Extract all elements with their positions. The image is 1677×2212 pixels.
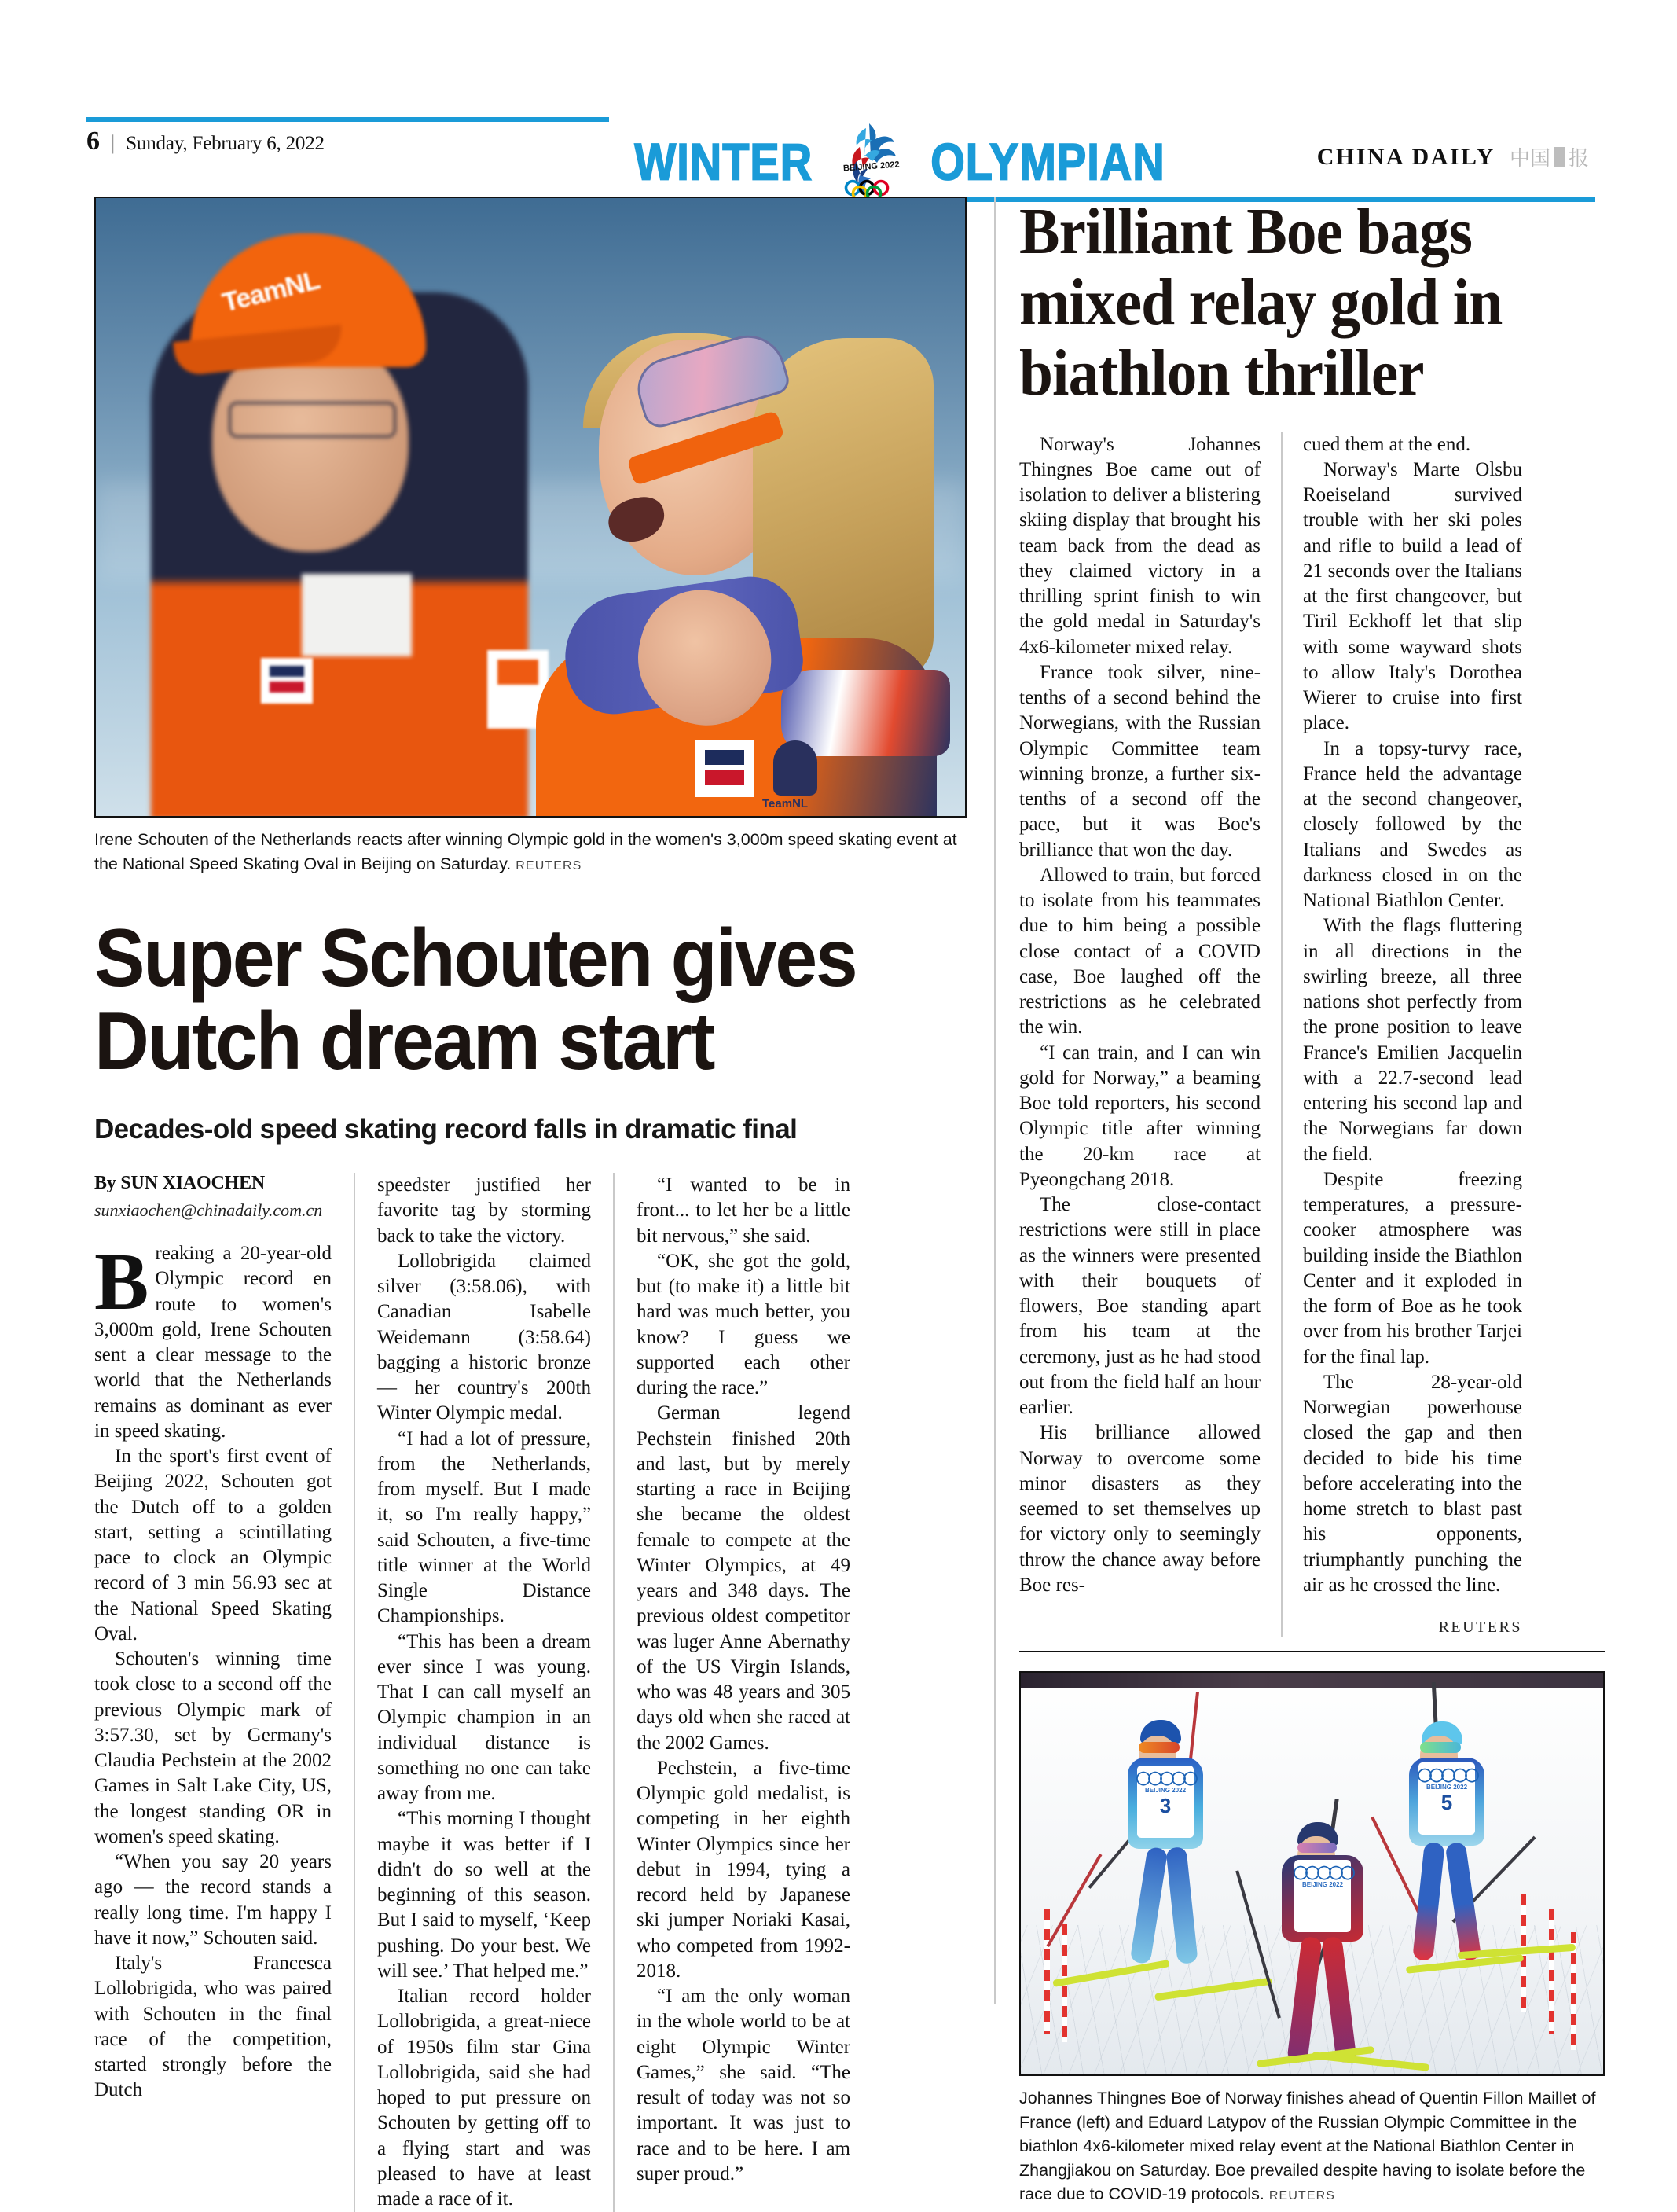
left-body-column-2 bbox=[354, 1173, 613, 2212]
byline bbox=[94, 1173, 332, 1221]
right-article bbox=[1019, 197, 1605, 2206]
paragraph: Breaking a 20-year-old Olympic record en route to women's 3,000m gold, Irene Schouten sent a clear message to the world that the Netherlands remains as dominant as ever in speed skating. bbox=[94, 1236, 332, 1442]
olympic-rings-icon: ◯◯◯◯◯ bbox=[1293, 1865, 1352, 1880]
speed-skating-photo bbox=[94, 197, 967, 818]
brand-word-olympian: OLYMPIAN bbox=[930, 131, 1165, 191]
chinese-block-glyph bbox=[1554, 147, 1565, 167]
paragraph: German legend Pechstein finished 20th and last, but by merely starting a race in Beijing she became the oldest female to compete at the Winter Olympics, at 49 years and 348 days. The previous oldest competitor was luger Anne Abernathy of the US Virgin Islands, who was 48 years and 305 days old when she raced at the 2002 Games. bbox=[637, 1402, 850, 1754]
paragraph: Norway's Marte Olsbu Roeiseland survived trouble with her ski poles and rifle to build a lead of 21 seconds over the Italians at the first changeover, but Tiril Eckhoff let that slip with some wayward shots to allow Italy's Dorothea Wierer to cruise into first place. bbox=[1303, 458, 1522, 734]
right-headline: Brilliant Boe bags mixed relay gold in biathlon thriller bbox=[1019, 195, 1503, 410]
bib-event-label: BEIJING 2022 bbox=[1301, 1881, 1344, 1889]
bib-number: 3 bbox=[1159, 1794, 1172, 1818]
right-body-column-2 bbox=[1281, 432, 1543, 1637]
paragraph: Lollobrigida claimed silver (3:58.06), with Canadian Isabelle Weidemann (3:58.64) bagging a historic bronze — her country's 200th Winter Olympic medal. bbox=[377, 1250, 591, 1424]
right-article-rule bbox=[1019, 1651, 1605, 1652]
paragraph: Schouten's winning time took close to a second off the previous Olympic mark of 3:57.30, set by Germany's Claudia Pechstein at the 2002 Games in Salt Lake City, US, the longest standing OR in women's speed skating. bbox=[94, 1648, 332, 1847]
olympic-rings-icon: ◯◯◯◯◯ bbox=[1417, 1767, 1477, 1783]
paragraph: Allowed to train, but forced to isolate from his teammates due to him being a possible close contact of a COVID case, Boe laughed off the restrictions as he celebrated the win. bbox=[1019, 864, 1261, 1038]
course-gate bbox=[1549, 1909, 1554, 2034]
right-body-columns bbox=[1019, 432, 1605, 1637]
left-article bbox=[94, 197, 967, 2212]
left-photo-caption bbox=[94, 828, 967, 876]
skier-bib bbox=[1137, 1766, 1194, 1838]
publication-logo bbox=[1317, 142, 1589, 171]
course-gate bbox=[1044, 1909, 1050, 2034]
paragraph: The close-contact restrictions were still in place as the winners were presented with their bouquets of flowers, Boe standing apart from his team at the ceremony, just as he had stood out from the field half an hour earlier. bbox=[1019, 1194, 1261, 1419]
skier-bib bbox=[1418, 1762, 1475, 1835]
coach-cap-text: TeamNL bbox=[219, 265, 323, 318]
right-photo-credit: REUTERS bbox=[1268, 2189, 1336, 2203]
column-divider bbox=[994, 197, 996, 2004]
left-body-columns bbox=[94, 1173, 967, 2212]
right-body-column-1 bbox=[1019, 432, 1281, 1637]
paragraph: Despite freezing temperatures, a pressure-cooker atmosphere was building inside the Biathlon Center and it exploded in the form of Boe as he took over from his brother Tarjei for the final lap. bbox=[1303, 1168, 1522, 1368]
folio-separator: | bbox=[111, 131, 116, 154]
section-brand bbox=[601, 120, 1198, 202]
left-body-column-3 bbox=[613, 1173, 872, 2212]
paragraph: “This has been a dream ever since I was young. That I can call myself an Olympic champion in an individual distance is something no one can take away from me. bbox=[377, 1630, 591, 1805]
coach-shirt bbox=[302, 574, 412, 656]
paragraph: In a topsy-turvy race, France held the advantage at the second changeover, closely followed by the Italians and Swedes as darkness closed in on the National Biathlon Center. bbox=[1303, 737, 1522, 912]
skier-goggles bbox=[1297, 1843, 1337, 1853]
paragraph: France took silver, nine-tenths of a second behind the Norwegians, with the Russian Olympic Committee team winning bronze, a further six-tenths of a second off the pace, but it was Boe's brilliance that won the day. bbox=[1019, 661, 1261, 861]
skier-legs bbox=[1139, 1847, 1194, 1965]
bib-event-label: BEIJING 2022 bbox=[1426, 1784, 1468, 1791]
skater-fila-logo bbox=[695, 740, 754, 797]
left-subhead: Decades-old speed skating record falls in dramatic final bbox=[94, 1114, 798, 1145]
byline-author: By SUN XIAOCHEN bbox=[94, 1173, 266, 1194]
photo-top-band bbox=[1021, 1673, 1603, 1688]
skier-goggles bbox=[1420, 1742, 1461, 1753]
paragraph: “I am the only woman in the whole world to be at eight Olympic Winter Games,” she said. “The result of today was not so important. It was just to race and to be here. I am super proud.” bbox=[637, 1986, 850, 2184]
brand-word-winter: WINTER bbox=[634, 131, 813, 191]
skier-bib bbox=[1294, 1860, 1351, 1932]
coach-fila-logo bbox=[261, 658, 313, 704]
paragraph: The 28-year-old Norwegian powerhouse closed the gap and then decided to bide his time before accelerating into the home stretch to blast past his opponents, triumphantly punching the air as he crossed the line. bbox=[1303, 1371, 1522, 1596]
paragraph: With the flags fluttering in all directions in the swirling breeze, all three nations shot perfectly from the prone position to leave France's Emilien Jacquelin with a 22.7-second lead entering his second lap and the Norwegians far down the field. bbox=[1303, 915, 1522, 1165]
bib-number: 5 bbox=[1440, 1791, 1453, 1815]
skier-leg bbox=[1165, 1846, 1198, 1964]
paragraph: “I wanted to be in front... to let her be a little bit nervous,” she said. bbox=[637, 1174, 850, 1247]
publication-name: CHINA DAILY bbox=[1316, 143, 1495, 170]
beijing-2022-logo-icon bbox=[825, 120, 918, 202]
skater-teamnl-text: TeamNL bbox=[762, 797, 809, 810]
left-photo-caption-text: Irene Schouten of the Netherlands reacts after winning Olympic gold in the women's 3,000m speed skating event at the National Speed Skating Oval in Beijing on Saturday. bbox=[94, 830, 957, 873]
coach-glasses bbox=[228, 401, 397, 439]
left-photo-credit: REUTERS bbox=[516, 858, 582, 873]
biathlon-photo bbox=[1019, 1671, 1605, 2076]
bib-event-label: BEIJING 2022 bbox=[1144, 1787, 1187, 1795]
right-photo-caption-text: Johannes Thingnes Boe of Norway finishes ahead of Quentin Fillon Maillet of France (left) and Eduard Latypov of the Russian Olympic Committee in the biathlon 4x6-kilometer mixed relay event at the National Biathlon Center in Zhangjiakou on Saturday. Boe prevailed despite having to isolate before the race due to COVID-19 protocols. bbox=[1019, 2089, 1596, 2204]
svg-text:BEIJING 2022: BEIJING 2022 bbox=[842, 160, 901, 174]
skier-goggles bbox=[1139, 1742, 1180, 1753]
right-article-credit: REUTERS bbox=[1438, 1619, 1522, 1637]
paragraph: speedster justified her favorite tag by storming back to take the victory. bbox=[377, 1174, 591, 1247]
page-number: 6 bbox=[86, 127, 100, 156]
masthead bbox=[86, 106, 1595, 193]
paragraph: Norway's Johannes Thingnes Boe came out of isolation to deliver a blistering skiing display that brought his team back from the dead as they claimed victory in a thrilling sprint finish to win the gold medal in Saturday's 4x6-kilometer mixed relay. bbox=[1019, 433, 1261, 658]
issue-date: Sunday, February 6, 2022 bbox=[126, 133, 325, 154]
paragraph: “I can train, and I can win gold for Norway,” a beaming Boe told reporters, his second Olympic title after winning the 20-km race at Pyeongchang 2018. bbox=[1019, 1042, 1261, 1190]
paragraph: “OK, she got the gold, but (to make it) a little bit hard was much better, you know? I guess we supported each other during the race.” bbox=[637, 1250, 850, 1399]
paragraph: “This morning I thought maybe it was better if I didn't do so well at the beginning of this season. But I said to myself, ‘Keep pushing. Do your best. We will see.’ That helped me.” bbox=[377, 1808, 591, 1982]
skier-legs bbox=[1294, 1937, 1349, 2055]
paragraph: cued them at the end. bbox=[1303, 433, 1471, 455]
right-photo-caption bbox=[1019, 2086, 1605, 2206]
skier-legs bbox=[1418, 1843, 1473, 1960]
left-headline: Super Schouten gives Dutch dream start bbox=[94, 913, 857, 1088]
paragraph: “I had a lot of pressure, from the Netherlands, from myself. But I made it, so I'm really happy,” said Schouten, a five-time title winner at the World Single Distance Championships. bbox=[377, 1428, 591, 1627]
paragraph: “When you say 20 years ago — the record stands a really long time. I'm happy I have it now,” Schouten said. bbox=[94, 1851, 332, 1949]
publication-name-chinese: 中国 报 bbox=[1509, 147, 1589, 171]
paragraph: His brilliance allowed Norway to overcome some minor disasters as they seemed to set themselves up for victory only to seemingly throw the chance away before Boe res- bbox=[1019, 1422, 1261, 1596]
skater-lion-emblem bbox=[773, 740, 817, 796]
paragraph: In the sport's first event of Beijing 2022, Schouten got the Dutch off to a golden start, setting a scintillating pace to clock an Olympic record of 3 min 56.93 sec at the National Speed Skating Oval. bbox=[94, 1446, 332, 1644]
folio bbox=[86, 128, 325, 155]
masthead-rule-left bbox=[86, 117, 609, 122]
paragraph: Italian record holder Lollobrigida, a great-niece of 1950s film star Gina Lollobrigida, said she had hoped to put pressure on Schouten by getting off to a flying start and was pleased to have at least made a race of it. bbox=[377, 1986, 591, 2210]
byline-email[interactable]: sunxiaochen@chinadaily.com.cn bbox=[94, 1200, 323, 1221]
paragraph: Italy's Francesca Lollobrigida, who was paired with Schouten in the final race of the competition, started strongly before the Dutch bbox=[94, 1953, 332, 2101]
left-body-column-1 bbox=[94, 1173, 354, 2212]
paragraph: Pechstein, a five-time Olympic gold medalist, is competing in her eighth Winter Olympics since her debut in 1994, tying a record held by Japanese ski jumper Noriaki Kasai, who competed from 1992-2018. bbox=[637, 1757, 850, 1982]
olympic-rings-icon: ◯◯◯◯◯ bbox=[1136, 1770, 1195, 1786]
